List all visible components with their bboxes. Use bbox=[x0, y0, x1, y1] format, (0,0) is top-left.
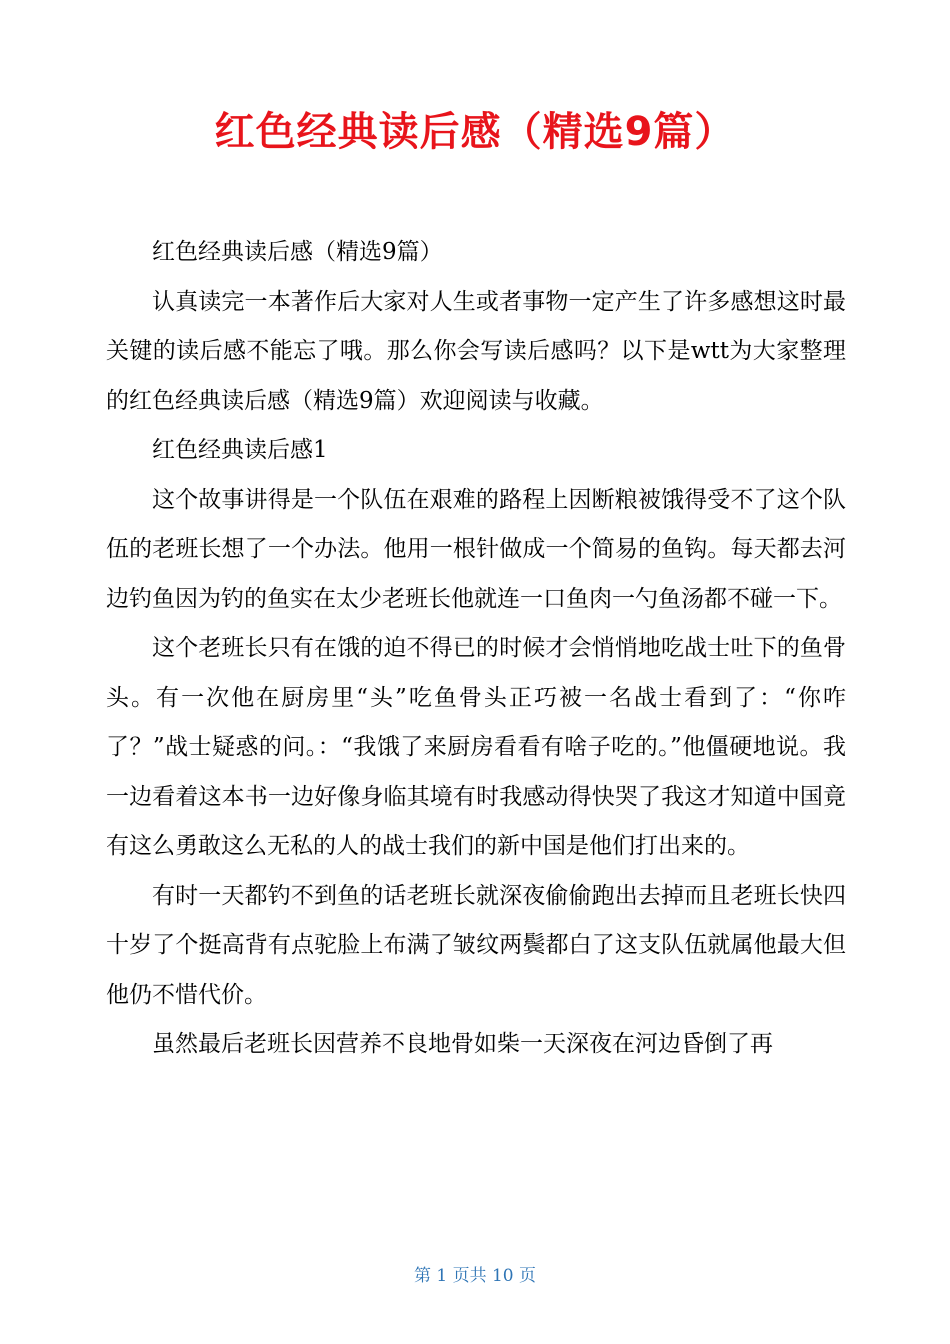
document-title: 红色经典读后感（精选9篇） bbox=[214, 109, 736, 155]
body-paragraph: 虽然最后老班长因营养不良地骨如柴一天深夜在河边昏倒了再 bbox=[152, 1031, 773, 1057]
intro-paragraph: 认真读完一本著作后大家对人生或者事物一定产生了许多感想这时最关键的读后感不能忘了哦。那么你会写读后感吗？以下是wtt为大家整理的红色经典读后感（精选9篇）欢迎阅读与收藏。 bbox=[106, 288, 846, 414]
document-body bbox=[106, 228, 846, 1070]
section-heading: 红色经典读后感1 bbox=[152, 437, 328, 463]
body-paragraph: 有时一天都钓不到鱼的话老班长就深夜偷偷跑出去掉而且老班长快四十岁了个挺高背有点驼脸上布满了皱纹两鬓都白了这支队伍就属他最大但他仍不惜代价。 bbox=[106, 882, 846, 1008]
page-footer: 第 1 页共 10 页 bbox=[413, 1266, 537, 1286]
body-paragraph: 这个老班长只有在饿的迫不得已的时候才会悄悄地吃战士吐下的鱼骨头。有一次他在厨房里“头”吃鱼骨头正巧被一名战士看到了：“你咋了？”战士疑惑的问。：“我饿了来厨房看看有啥子吃的。”他僵硬地说。我一边看着这本书一边好像身临其境有时我感动得快哭了我这才知道中国竟有这么勇敢这么无私的人的战士我们的新中国是他们打出来的。 bbox=[106, 635, 846, 859]
subtitle-paragraph: 红色经典读后感（精选9篇） bbox=[152, 239, 443, 265]
body-paragraph: 这个故事讲得是一个队伍在艰难的路程上因断粮被饿得受不了这个队伍的老班长想了一个办法。他用一根针做成一个简易的鱼钩。每天都去河边钓鱼因为钓的鱼实在太少老班长他就连一口鱼肉一勺鱼汤都不碰一下。 bbox=[106, 486, 846, 612]
